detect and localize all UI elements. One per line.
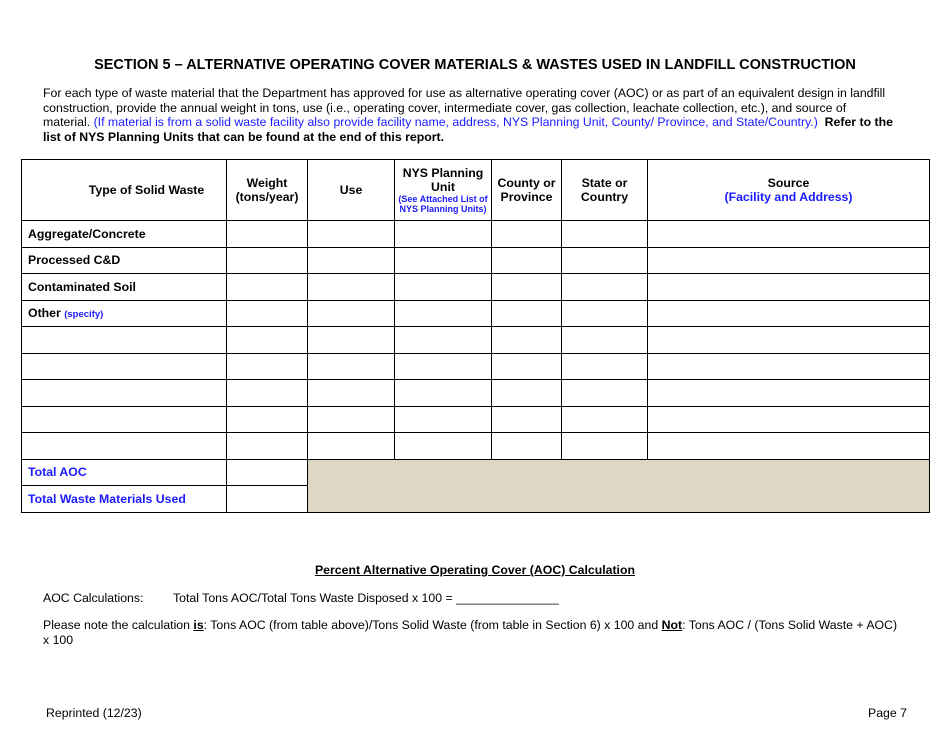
- section-title: SECTION 5 – ALTERNATIVE OPERATING COVER MATERIALS & WASTES USED IN LANDFILL CONSTRUCTION: [94, 57, 856, 73]
- header-source-label: Source: [767, 176, 810, 190]
- state-cell[interactable]: [562, 274, 648, 301]
- header-county: County or Province: [492, 160, 562, 221]
- planning-unit-cell[interactable]: [395, 380, 492, 407]
- row-label-other-note: (specify): [64, 309, 104, 321]
- state-cell[interactable]: [562, 406, 648, 433]
- note-text-a: Please note the calculation: [43, 618, 190, 632]
- source-cell[interactable]: [648, 433, 930, 460]
- use-cell[interactable]: [308, 327, 395, 354]
- use-cell[interactable]: [308, 433, 395, 460]
- source-cell[interactable]: [648, 380, 930, 407]
- row-label-other: [22, 300, 227, 327]
- header-planning-unit: [395, 160, 492, 221]
- state-cell[interactable]: [562, 221, 648, 248]
- table-row: [22, 327, 930, 354]
- type-cell[interactable]: [22, 433, 227, 460]
- calculation-label: AOC Calculations:: [43, 591, 144, 605]
- state-cell[interactable]: [562, 300, 648, 327]
- use-cell[interactable]: [308, 300, 395, 327]
- weight-cell[interactable]: [227, 380, 308, 407]
- planning-unit-cell[interactable]: [395, 353, 492, 380]
- planning-unit-cell[interactable]: [395, 247, 492, 274]
- type-cell[interactable]: [22, 380, 227, 407]
- calculation-formula: Total Tons AOC/Total Tons Waste Disposed x 100 = _______________: [173, 591, 559, 605]
- row-label-aggregate: Aggregate/Concrete: [22, 221, 227, 248]
- source-cell[interactable]: [648, 274, 930, 301]
- instructions-note: (If material is from a solid waste facility also provide facility name, address, NYS Planning Unit, County/ Province, and State/Country.): [93, 115, 818, 129]
- header-source: [648, 160, 930, 221]
- weight-cell[interactable]: [227, 353, 308, 380]
- county-cell[interactable]: [492, 353, 562, 380]
- table-row: [22, 380, 930, 407]
- use-cell[interactable]: [308, 406, 395, 433]
- county-cell[interactable]: [492, 380, 562, 407]
- state-cell[interactable]: [562, 247, 648, 274]
- footer-reprinted: Reprinted (12/23): [46, 706, 142, 720]
- weight-cell[interactable]: [227, 300, 308, 327]
- county-cell[interactable]: [492, 221, 562, 248]
- weight-cell[interactable]: [227, 274, 308, 301]
- calculation-line: [43, 591, 559, 605]
- planning-unit-cell[interactable]: [395, 221, 492, 248]
- state-cell[interactable]: [562, 353, 648, 380]
- calculation-note: [43, 618, 905, 647]
- planning-unit-cell[interactable]: [395, 327, 492, 354]
- source-cell[interactable]: [648, 221, 930, 248]
- note-not: Not: [661, 618, 683, 632]
- instructions-text: For each type of waste material that the Department has approved for use as alternative operating cover (AOC) or as part of an equivalent design in landfill construction, provide the annual weight in tons, use (i.e., operating cover, intermediate cover, gas collection, leachate collection, etc.), and source of material.: [43, 86, 886, 129]
- planning-unit-cell[interactable]: [395, 274, 492, 301]
- use-cell[interactable]: [308, 353, 395, 380]
- weight-cell[interactable]: [227, 221, 308, 248]
- county-cell[interactable]: [492, 433, 562, 460]
- weight-cell[interactable]: [227, 433, 308, 460]
- use-cell[interactable]: [308, 221, 395, 248]
- weight-cell[interactable]: [227, 406, 308, 433]
- row-label-processed-cd: Processed C&D: [22, 247, 227, 274]
- note-is: is: [193, 618, 204, 632]
- total-aoc-row: [22, 459, 930, 486]
- header-planning-unit-label: NYS Planning Unit: [402, 166, 484, 194]
- total-aoc-label: Total AOC: [22, 459, 227, 486]
- table-row: [22, 353, 930, 380]
- table-row: [22, 221, 930, 248]
- calculation-title: Percent Alternative Operating Cover (AOC) Calculation: [314, 563, 635, 577]
- aoc-materials-table: [21, 159, 930, 513]
- type-cell[interactable]: [22, 353, 227, 380]
- table-row: [22, 433, 930, 460]
- instructions: [43, 86, 893, 144]
- source-cell[interactable]: [648, 406, 930, 433]
- total-waste-weight-cell[interactable]: [227, 486, 308, 513]
- weight-cell[interactable]: [227, 327, 308, 354]
- state-cell[interactable]: [562, 380, 648, 407]
- source-cell[interactable]: [648, 300, 930, 327]
- state-cell[interactable]: [562, 433, 648, 460]
- row-label-contaminated-soil: Contaminated Soil: [22, 274, 227, 301]
- planning-unit-cell[interactable]: [395, 406, 492, 433]
- source-cell[interactable]: [648, 353, 930, 380]
- state-cell[interactable]: [562, 327, 648, 354]
- type-cell[interactable]: [22, 327, 227, 354]
- county-cell[interactable]: [492, 327, 562, 354]
- header-type: Type of Solid Waste: [22, 160, 227, 221]
- instructions-reference: Refer to the list of NYS Planning Units that can be found at the end of this report.: [43, 115, 893, 144]
- use-cell[interactable]: [308, 247, 395, 274]
- planning-unit-cell[interactable]: [395, 433, 492, 460]
- table-row: [22, 300, 930, 327]
- table-row: [22, 247, 930, 274]
- header-weight: Weight (tons/year): [227, 160, 308, 221]
- row-label-other-text: Other: [28, 306, 61, 321]
- header-source-note: (Facility and Address): [724, 190, 853, 204]
- total-aoc-weight-cell[interactable]: [227, 459, 308, 486]
- table-row: [22, 274, 930, 301]
- county-cell[interactable]: [492, 247, 562, 274]
- planning-unit-cell[interactable]: [395, 300, 492, 327]
- shaded-area: [308, 459, 930, 512]
- use-cell[interactable]: [308, 274, 395, 301]
- table-header-row: [22, 160, 930, 221]
- county-cell[interactable]: [492, 300, 562, 327]
- type-cell[interactable]: [22, 406, 227, 433]
- use-cell[interactable]: [308, 380, 395, 407]
- source-cell[interactable]: [648, 247, 930, 274]
- header-state: State or Country: [562, 160, 648, 221]
- header-use: Use: [308, 160, 395, 221]
- county-cell[interactable]: [492, 406, 562, 433]
- county-cell[interactable]: [492, 274, 562, 301]
- weight-cell[interactable]: [227, 247, 308, 274]
- table-row: [22, 406, 930, 433]
- footer-page-number: Page 7: [868, 706, 907, 720]
- header-planning-unit-note: (See Attached List of NYS Planning Units): [398, 194, 488, 214]
- total-waste-label: Total Waste Materials Used: [22, 486, 227, 513]
- source-cell[interactable]: [648, 327, 930, 354]
- note-text-b: : Tons AOC (from table above)/Tons Solid Waste (from table in Section 6) x 100 and: [203, 618, 659, 632]
- note-text-c: : Tons AOC / (Tons Solid Waste + AOC) x 100: [43, 618, 898, 647]
